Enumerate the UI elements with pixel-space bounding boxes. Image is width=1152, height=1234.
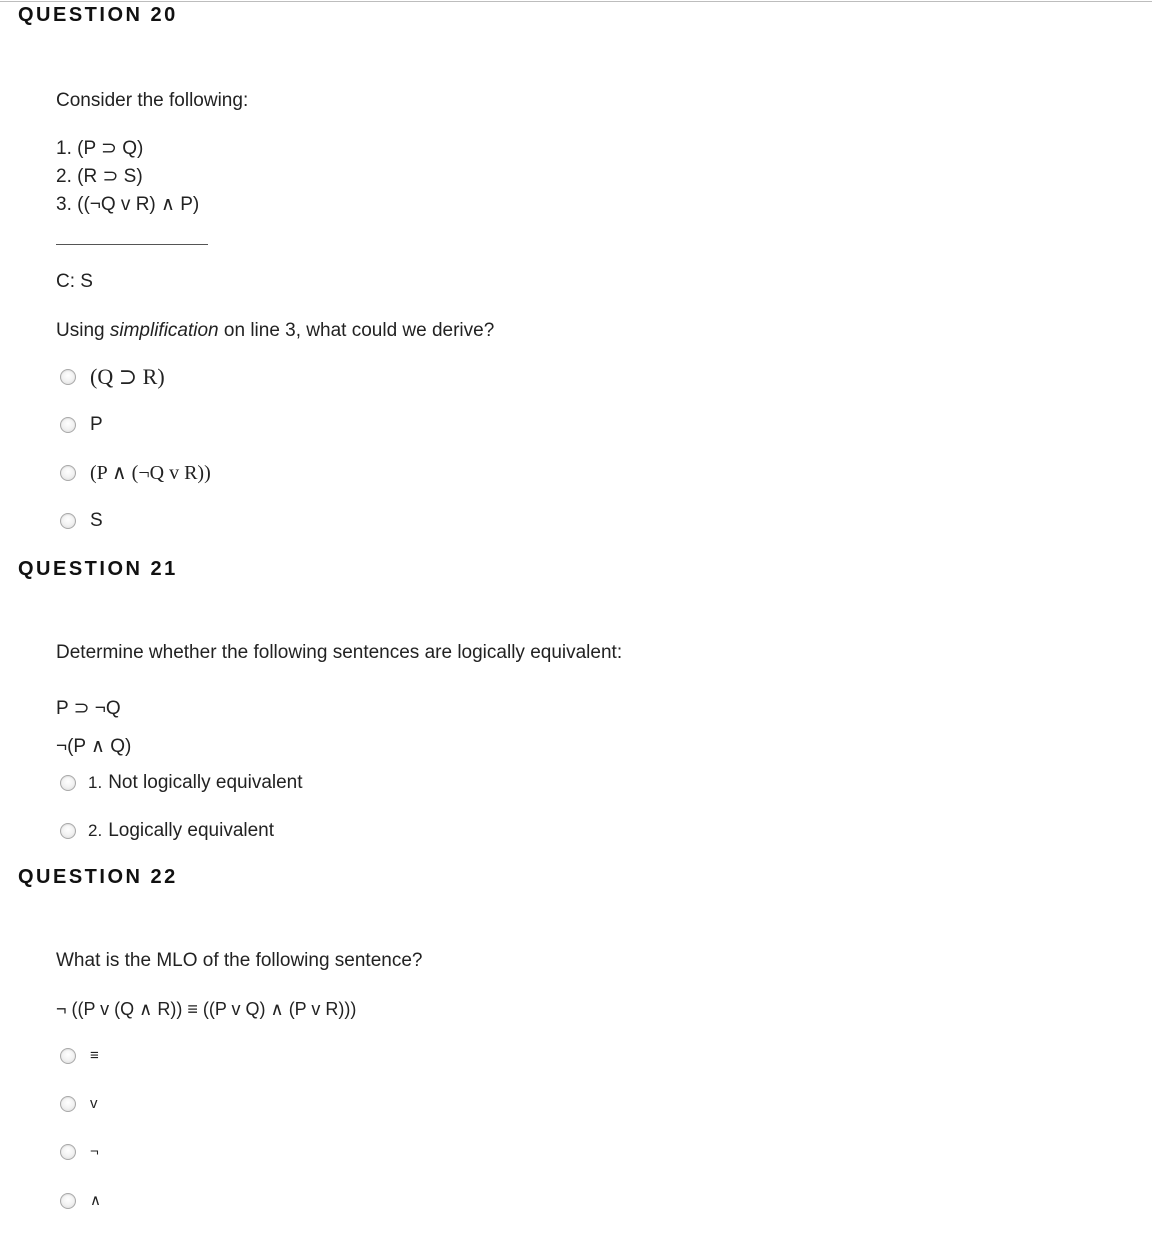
- option-text: [88, 819, 274, 843]
- q20-option-4[interactable]: [60, 509, 103, 533]
- radio-button[interactable]: [60, 513, 76, 529]
- premise-1: 1. (P ⊃ Q): [56, 138, 144, 159]
- radio-button[interactable]: [60, 1193, 76, 1209]
- q20-option-1[interactable]: [60, 365, 165, 389]
- option-label: S: [90, 510, 103, 531]
- option-number: 1.: [88, 773, 103, 792]
- option-text: [88, 771, 303, 795]
- prompt-lead: Using: [56, 320, 110, 341]
- top-divider: [0, 1, 1152, 2]
- question-22-prompt: What is the MLO of the following sentence?: [56, 950, 423, 971]
- prompt-tail: on line 3, what could we derive?: [218, 320, 495, 341]
- q20-option-2[interactable]: [60, 413, 103, 437]
- option-label: ¬: [90, 1143, 99, 1160]
- question-20-intro: Consider the following:: [56, 90, 249, 111]
- radio-button[interactable]: [60, 1048, 76, 1064]
- option-label: P: [90, 414, 103, 435]
- radio-button[interactable]: [60, 1144, 76, 1160]
- option-label: (P ∧ (¬Q v R)): [90, 462, 211, 484]
- q22-option-2[interactable]: [60, 1092, 98, 1116]
- prompt-emphasis: simplification: [109, 320, 219, 341]
- mlo-sentence: ¬ ((P v (Q ∧ R)) ≡ ((P v Q) ∧ (P v R))): [56, 999, 357, 1019]
- sentence-2: ¬(P ∧ Q): [56, 736, 132, 757]
- radio-button[interactable]: [60, 775, 76, 791]
- question-21-heading: QUESTION 21: [18, 558, 178, 580]
- radio-button[interactable]: [60, 1096, 76, 1112]
- conclusion: C: S: [56, 271, 93, 292]
- q21-option-1[interactable]: [60, 771, 303, 795]
- q22-option-1[interactable]: [60, 1044, 99, 1068]
- option-number: 2.: [88, 821, 103, 840]
- option-label: ≡: [90, 1047, 99, 1064]
- radio-button[interactable]: [60, 369, 76, 385]
- option-label: Logically equivalent: [108, 820, 275, 841]
- option-label: ∧: [90, 1192, 101, 1209]
- premise-3: 3. ((¬Q v R) ∧ P): [56, 194, 200, 215]
- q22-option-3[interactable]: [60, 1140, 99, 1164]
- radio-button[interactable]: [60, 823, 76, 839]
- q20-option-3[interactable]: [60, 461, 211, 485]
- question-22-heading: QUESTION 22: [18, 866, 178, 888]
- radio-button[interactable]: [60, 417, 76, 433]
- question-21-prompt: Determine whether the following sentences are logically equivalent:: [56, 642, 623, 663]
- option-label: v: [90, 1095, 98, 1112]
- option-label: (Q ⊃ R): [90, 364, 165, 389]
- q21-option-2[interactable]: [60, 819, 274, 843]
- sentence-1: P ⊃ ¬Q: [56, 698, 121, 719]
- question-20-heading: QUESTION 20: [18, 4, 178, 26]
- question-20-prompt: [56, 319, 494, 343]
- premise-2: 2. (R ⊃ S): [56, 166, 143, 187]
- option-label: Not logically equivalent: [108, 772, 303, 793]
- radio-button[interactable]: [60, 465, 76, 481]
- q22-option-4[interactable]: [60, 1189, 101, 1213]
- argument-divider: [56, 244, 208, 245]
